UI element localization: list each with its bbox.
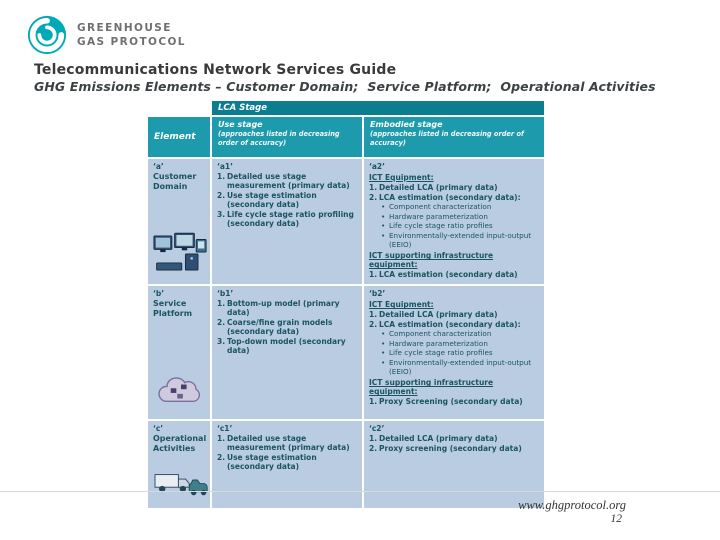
cell-line-num: [217, 172, 357, 190]
cell-tag: ‘b2’: [369, 289, 386, 299]
ghg-protocol-logo: [26, 14, 186, 56]
element-cell-service-platform: [148, 286, 210, 419]
cell-line-bullet: [369, 349, 539, 358]
cell-line-bullet: [369, 232, 539, 249]
list-item-text: LCA estimation (secondary data):: [379, 193, 521, 202]
list-number: 1.: [217, 434, 226, 444]
list-number: 1.: [369, 183, 378, 192]
cell-tag: ‘a1’: [217, 162, 233, 171]
cell-line-num: [369, 183, 539, 192]
list-number: 2.: [217, 318, 226, 328]
list-item-text: Hardware parameterization: [389, 211, 488, 221]
list-item-text: Proxy Screening (secondary data): [379, 397, 523, 407]
list-item-text: Life cycle stage ratio profiles: [389, 221, 493, 231]
cell-content: [217, 299, 357, 355]
cell-line-heading: ICT supporting infrastructure equipment:: [369, 378, 494, 397]
use-stage-subtitle: (approaches listed in decreasing order of accuracy): [218, 130, 340, 147]
table-corner-spacer: [148, 101, 210, 115]
cell-line-num: [217, 434, 357, 452]
list-item-text: Bottom-up model (primary data): [227, 299, 340, 318]
embodied-stage-cell-b2: [364, 286, 544, 419]
element-cell-operational-activities: [148, 421, 210, 508]
list-item-text: Detailed use stage measurement (primary data): [227, 434, 350, 453]
list-item-text: Environmentally-extended input-output (EEIO): [389, 230, 532, 249]
use-stage-cell-c1: [212, 421, 362, 508]
cell-tag: ‘c2’: [369, 424, 385, 434]
list-item-text: Detailed LCA (primary data): [379, 183, 498, 192]
list-number: 1.: [369, 270, 378, 280]
list-item-text: Detailed LCA (primary data): [379, 434, 498, 444]
cell-line-bullet: [369, 203, 539, 212]
list-item-text: Life cycle stage ratio profiling (secondary data): [227, 210, 354, 228]
element-name: Operational Activities: [153, 434, 207, 454]
bullet-marker: •: [381, 221, 386, 231]
cell-line-num: [369, 270, 539, 279]
cell-line-num: [369, 444, 539, 453]
cell-line-num: [217, 210, 357, 228]
list-item-text: Life cycle stage ratio profiles: [389, 348, 493, 358]
footer-divider: [0, 491, 720, 492]
list-item-text: LCA estimation (secondary data): [379, 270, 518, 280]
list-number: 2.: [369, 444, 378, 454]
embodied-stage-column-header: [364, 117, 544, 157]
list-item-text: Environmentally-extended input-output (EEIO): [389, 358, 532, 376]
element-cell-customer-domain: [148, 159, 210, 284]
cell-line-num: [217, 337, 357, 355]
list-number: 2.: [369, 320, 378, 330]
cell-content: [217, 172, 357, 228]
bullet-marker: •: [381, 329, 386, 339]
bullet-marker: •: [381, 358, 386, 368]
cell-line-num: [369, 193, 539, 202]
embodied-stage-cell-a2: [364, 159, 544, 284]
list-item-text: Use stage estimation (secondary data): [227, 191, 317, 209]
list-item-text: Hardware parameterization: [389, 338, 488, 348]
list-number: 3.: [217, 337, 226, 347]
cell-line-heading: ICT supporting infrastructure equipment:: [369, 251, 494, 270]
embodied-stage-cell-c2: [364, 421, 544, 508]
vehicles-icon: [153, 471, 211, 498]
list-item-text: Component characterization: [389, 329, 492, 339]
use-stage-cell-b1: [212, 286, 362, 419]
element-tag: ‘a’: [153, 162, 164, 171]
cell-line-num: [217, 299, 357, 317]
cell-content: [369, 300, 539, 406]
element-tag: ‘c’: [153, 424, 164, 434]
embodied-stage-subtitle: (approaches listed in decreasing order of accuracy): [370, 130, 524, 147]
use-stage-column-header: [212, 117, 362, 157]
cell-line-bullet: [369, 330, 539, 339]
list-item-text: Detailed use stage measurement (primary data): [227, 172, 350, 190]
element-name: Customer Domain: [153, 172, 197, 191]
bullet-marker: •: [381, 348, 386, 358]
element-name: Service Platform: [153, 299, 193, 319]
cell-tag: ‘c1’: [217, 424, 233, 434]
list-number: 1.: [217, 299, 226, 309]
bullet-marker: •: [381, 230, 386, 240]
page-number: 12: [610, 513, 622, 525]
cell-line-bullet: [369, 213, 539, 222]
list-item-text: Proxy screening (secondary data): [379, 444, 522, 454]
cell-tag: ‘b1’: [217, 289, 234, 299]
cell-content: [369, 434, 539, 453]
list-item-text: Detailed LCA (primary data): [379, 310, 498, 320]
cell-line-bullet: [369, 340, 539, 349]
cell-tag: ‘a2’: [369, 162, 385, 171]
cell-content: [369, 173, 539, 279]
cell-line-num: [369, 320, 539, 329]
lca-stage-header: LCA Stage: [212, 101, 544, 115]
brand-line1: GREENHOUSE: [77, 21, 172, 34]
list-number: 2.: [369, 193, 378, 202]
slide-subtitle: GHG Emissions Elements – Customer Domain; Service Platform; Operational Activities: [34, 79, 656, 94]
list-item-text: Component characterization: [389, 202, 492, 211]
element-tag: ‘b’: [153, 289, 165, 299]
brand-line2: GAS PROTOCOL: [77, 36, 186, 48]
element-column-header: Element: [148, 117, 210, 157]
bullet-marker: •: [381, 211, 386, 221]
use-stage-title: Use stage: [218, 120, 263, 129]
cloud-icon: [153, 375, 209, 409]
cell-line-num: [217, 191, 357, 209]
cell-line-bullet: [369, 359, 539, 376]
list-number: 2.: [217, 191, 226, 200]
cell-line-bullet: [369, 222, 539, 231]
cell-line-num: [217, 318, 357, 336]
lca-stage-table: [148, 101, 540, 508]
list-item-text: Coarse/fine grain models (secondary data): [227, 318, 333, 337]
bullet-marker: •: [381, 338, 386, 348]
list-number: 2.: [217, 453, 226, 463]
cell-line-num: [369, 434, 539, 443]
embodied-stage-title: Embodied stage: [370, 120, 443, 129]
list-item-text: Top-down model (secondary data): [227, 337, 346, 356]
list-number: 1.: [369, 397, 378, 407]
list-number: 1.: [217, 172, 226, 181]
cell-content: [217, 434, 357, 471]
list-number: 1.: [369, 434, 378, 444]
cell-line-heading: ICT Equipment:: [369, 173, 434, 182]
ghg-logo-swirl-icon: [26, 14, 68, 56]
computers-icon: [153, 232, 207, 274]
slide-title: Telecommunications Network Services Guide: [34, 62, 397, 78]
brand-text: [77, 21, 186, 49]
cell-line-num: [369, 397, 539, 406]
footer-url: www.ghgprotocol.org: [518, 498, 626, 512]
list-number: 3.: [217, 210, 226, 219]
use-stage-cell-a1: [212, 159, 362, 284]
cell-line-num: [369, 310, 539, 319]
bullet-marker: •: [381, 202, 386, 211]
list-number: 1.: [369, 310, 378, 320]
cell-line-num: [217, 453, 357, 471]
cell-line-heading: ICT Equipment:: [369, 300, 434, 310]
list-item-text: Use stage estimation (secondary data): [227, 453, 317, 472]
list-item-text: LCA estimation (secondary data):: [379, 320, 521, 330]
